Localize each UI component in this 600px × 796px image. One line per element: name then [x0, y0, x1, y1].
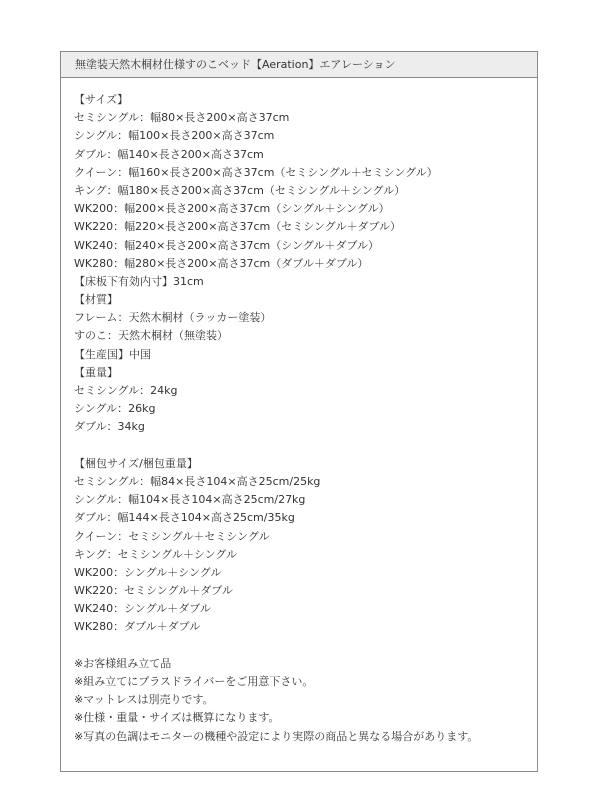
product-title: 無塗装天然木桐材仕様すのこベッド【Aeration】エアレーション: [61, 52, 537, 78]
spec-line: ダブル：34kg: [74, 420, 145, 434]
spec-section-notes: [74, 655, 537, 746]
note-line: ※お客様組み立て品: [74, 656, 172, 670]
spec-line: WK200：シングル＋シングル: [74, 565, 222, 579]
spec-line: セミシングル：24kg: [74, 384, 178, 397]
spec-line: フレーム：天然木桐材（ラッカー塗装）: [74, 311, 272, 325]
spec-line: セミシングル：幅80×長さ200×高さ37cm: [74, 111, 290, 125]
spacer: [74, 437, 537, 455]
spec-line: WK200：幅200×長さ200×高さ37cm（シングル＋シングル）: [74, 202, 390, 216]
spec-line: シングル：26kg: [74, 402, 156, 416]
spec-line: ダブル：幅144×長さ104×高さ25cm/35kg: [74, 511, 295, 525]
section-heading-clearance: 【床板下有効内寸】31cm: [74, 274, 204, 288]
spec-section-size: [74, 91, 537, 437]
section-heading-size: 【サイズ】: [74, 93, 129, 106]
spec-line: WK220：幅220×長さ200×高さ37cm（セミシングル＋ダブル）: [74, 220, 402, 234]
spacer: [74, 637, 537, 655]
spec-line: キング：セミシングル＋シングル: [74, 547, 238, 561]
spec-line: クイーン：幅160×長さ200×高さ37cm（セミシングル＋セミシングル）: [74, 165, 438, 179]
section-heading-origin: 【生産国】中国: [74, 347, 151, 361]
spec-line: WK280：ダブル＋ダブル: [74, 620, 201, 634]
section-heading-weight: 【重量】: [74, 365, 118, 379]
note-line: ※仕様・重量・サイズは概算になります。: [74, 711, 280, 725]
note-line: ※写真の色調はモニターの機種や設定により実際の商品と異なる場合があります。: [74, 729, 479, 743]
spec-line: シングル：幅104×長さ104×高さ25cm/27kg: [74, 493, 306, 507]
note-line: ※マットレスは別売りです。: [74, 693, 214, 707]
spec-line: シングル：幅100×長さ200×高さ37cm: [74, 129, 275, 143]
spec-line: ダブル：幅140×長さ200×高さ37cm: [74, 147, 264, 161]
spec-line: セミシングル：幅84×長さ104×高さ25cm/25kg: [74, 474, 321, 488]
spec-line: WK280：幅280×長さ200×高さ37cm（ダブル＋ダブル）: [74, 256, 369, 270]
spec-section-packaging: [74, 455, 537, 637]
spec-table: [60, 51, 538, 772]
spec-line: WK220：セミシングル＋ダブル: [74, 584, 233, 598]
section-heading-material: 【材質】: [74, 293, 118, 307]
spec-line: すのこ：天然木桐材（無塗装）: [74, 329, 228, 343]
spec-line: キング：幅180×長さ200×高さ37cm（セミシングル＋シングル）: [74, 183, 406, 197]
spec-line: WK240：幅240×長さ200×高さ37cm（シングル＋ダブル）: [74, 238, 380, 252]
spec-content: [61, 78, 537, 746]
spec-line: WK240：シングル＋ダブル: [74, 602, 211, 616]
section-heading-packaging: 【梱包サイズ/梱包重量】: [74, 456, 198, 470]
note-line: ※組み立てにプラスドライバーをご用意下さい。: [74, 675, 314, 688]
spec-line: クイーン：セミシングル＋セミシングル: [74, 529, 270, 543]
